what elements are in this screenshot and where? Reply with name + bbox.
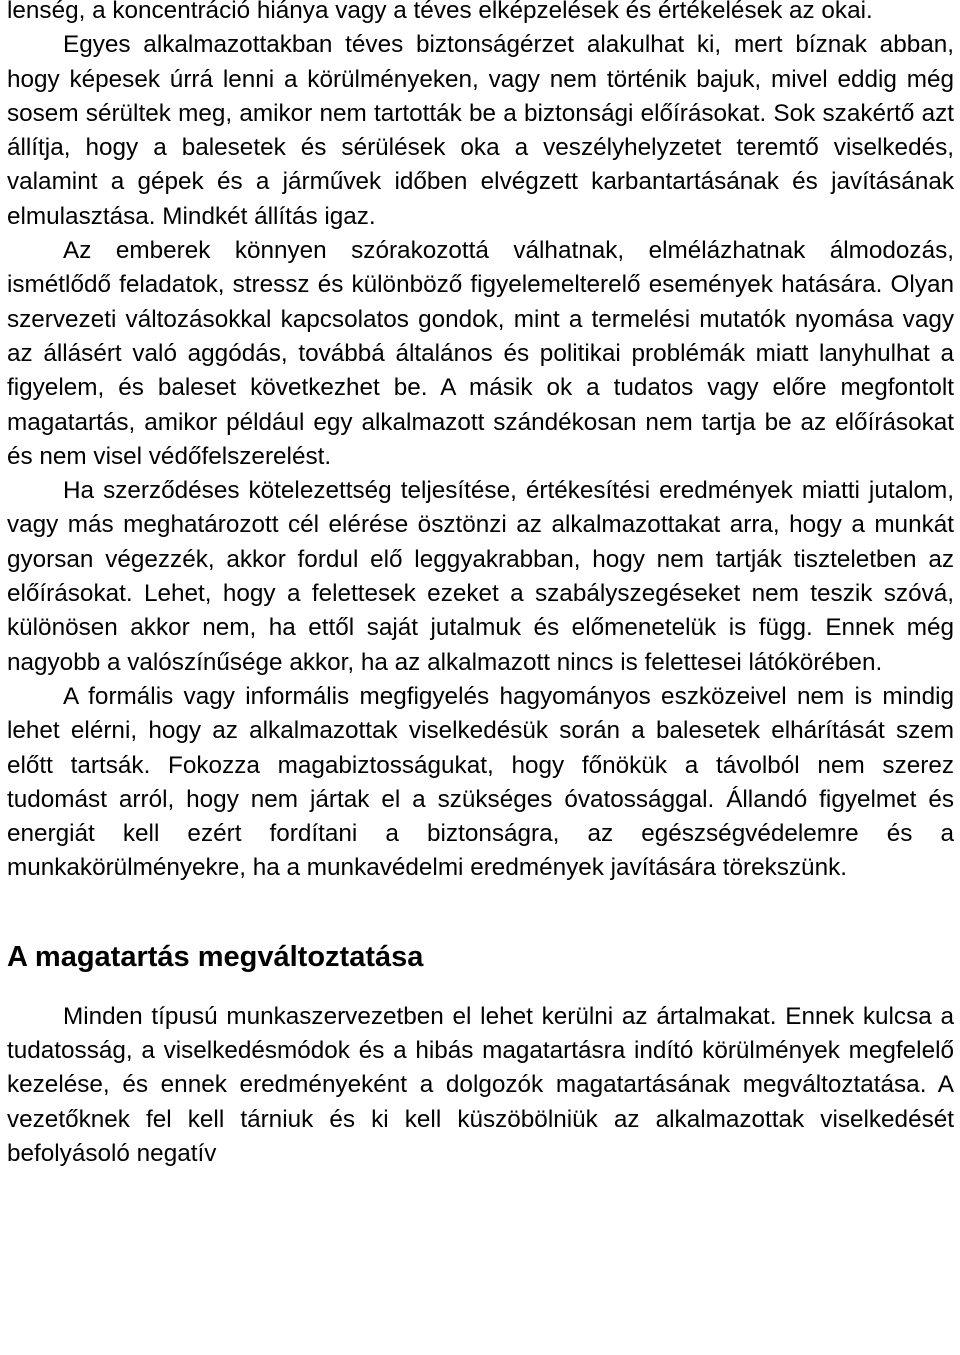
paragraph-continuation: lenség, a koncentráció hiánya vagy a téves elképzelések és értékelések az okai. [7,0,873,24]
paragraph-distraction: Az emberek könnyen szórakozottá válhatnak, elmélázhatnak álmodozás, ismétlődő feladatok, stressz és különböző figyelemelterelő események hatására. Olyan szervezeti változásokkal kapcsolatos gondok, mint a termelési mutatók nyomása vagy az állásért való aggódás, továbbá általános és politikai problémák miatt lanyhulhat a figyelem, és baleset következhet be. A másik ok a tudatos vagy előre megfontolt magatartás, amikor például egy alkalmazott szándékosan nem tartja be az előírásokat és nem visel védőfelszerelést. [7,237,954,470]
paragraph-incentives: Ha szerződéses kötelezettség teljesítése, értékesítési eredmények miatti jutalom, vagy más meghatározott cél elérése ösztönzi az alkalmazottakat arra, hogy a munkát gyorsan végezzék, akkor fordul elő leggyakrabban, hogy nem tartják tiszteletben az előírásokat. Lehet, hogy a felettesek ezeket a szabályszegéseket nem teszik szóvá, különösen akkor nem, ha ettől saját jutalmuk és előmenetelük is függ. Ennek még nagyobb a valószínűsége akkor, ha az alkalmazott nincs is felettesei látókörében. [7,477,954,676]
document-page [7,0,954,1171]
section-heading: A magatartás megváltoztatása [7,940,424,973]
paragraph-false-sense-of-security: Egyes alkalmazottakban téves biztonságérzet alakulhat ki, mert bíznak abban, hogy képesek úrrá lenni a körülményeken, vagy nem történik bajuk, mivel eddig még sosem sérültek meg, amikor nem tartották be a biztonsági előírásokat. Sok szakértő azt állítja, hogy a balesetek és sérülések oka a veszélyhelyzetet teremtő viselkedés, valamint a gépek és a járművek időben elvégzett karbantartásának és javításának elmulasztása. Mindkét állítás igaz. [7,31,954,230]
paragraph-behavior-change: Minden típusú munkaszervezetben el lehet kerülni az ártalmakat. Ennek kulcsa a tudatosság, a viselkedésmódok és a hibás magatartásra indító körülmények megfelelő kezelése, és ennek eredményeként a dolgozók magatartásának megváltoztatása. A vezetőknek fel kell tárniuk és ki kell küszöbölniük az alkalmazottak viselkedését befolyásoló negatív [7,1002,954,1167]
paragraph-observation: A formális vagy informális megfigyelés hagyományos eszközeivel nem is mindig lehet elérni, hogy az alkalmazottak viselkedésük során a balesetek elhárítását szem előtt tartsák. Fokozza magabiztosságukat, hogy főnökük a távolból nem szerez tudomást arról, hogy nem jártak el a szükséges óvatossággal. Állandó figyelmet és energiát kell ezért fordítani a biztonságra, az egészségvédelemre és a munkakörülményekre, ha a munkavédelmi eredmények javítására törekszünk. [7,682,954,882]
